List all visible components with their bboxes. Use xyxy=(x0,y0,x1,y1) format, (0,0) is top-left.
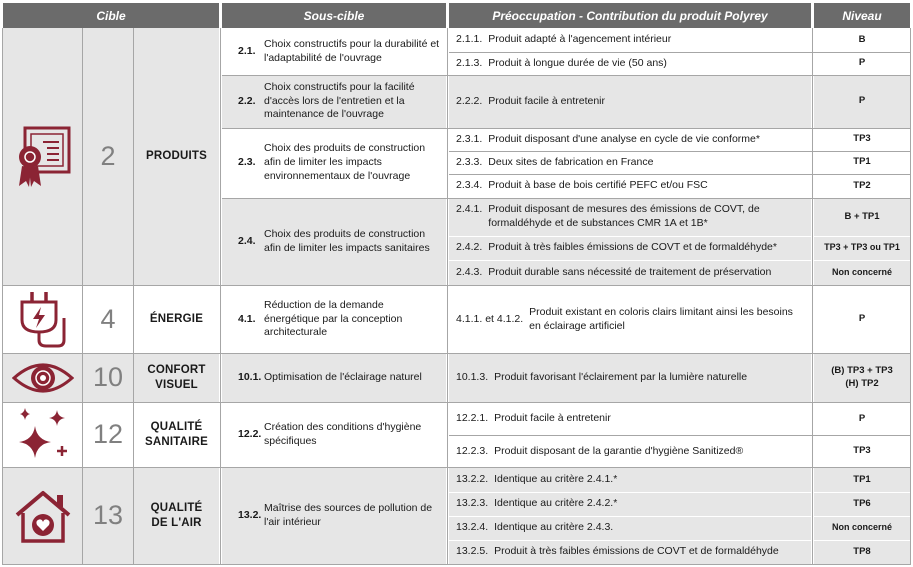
preoccupation-13-2-3: 13.2.3. Identique au critère 2.4.2.* xyxy=(449,492,811,516)
divider xyxy=(3,402,910,403)
divider xyxy=(3,467,910,468)
preoccupation-13-2-5: 13.2.5. Produit à très faibles émissions de COVT et de formaldéhyde xyxy=(449,540,811,564)
divider xyxy=(3,285,910,286)
niveau-2-1-3: P xyxy=(814,52,910,75)
divider xyxy=(3,353,910,354)
preoccupation-12-2-3: 12.2.3. Produit disposant de la garantie d'hygiène Sanitized® xyxy=(449,436,811,467)
divider xyxy=(449,151,910,152)
preoccupation-2-3-3: 2.3.3. Deux sites de fabrication en France xyxy=(449,151,811,174)
sparkle-hygiene-icon xyxy=(15,406,71,464)
niveau-13-2-4: Non concerné xyxy=(814,516,910,540)
divider xyxy=(2,28,3,565)
group-produits-label: PRODUITS xyxy=(134,28,219,285)
divider xyxy=(449,435,910,436)
divider xyxy=(447,28,448,565)
preoccupation-2-1-1: 2.1.1. Produit adapté à l'agencement intérieur xyxy=(449,28,811,52)
eye-icon xyxy=(12,360,74,396)
divider xyxy=(222,198,910,199)
divider xyxy=(910,28,911,565)
preoccupation-2-3-4: 2.3.4. Produit à base de bois certifié PEFC et/ou FSC xyxy=(449,174,811,198)
divider xyxy=(82,28,83,565)
preoccupation-4-1-1: 4.1.1. et 4.1.2. Produit existant en coloris clairs limitant ainsi les besoins en éclairage artificiel xyxy=(449,286,811,353)
niveau-4-1-1: P xyxy=(814,286,910,353)
divider xyxy=(449,52,910,53)
divider xyxy=(449,540,910,541)
niveau-10-1-3: (B) TP3 + TP3 (H) TP2 xyxy=(814,354,910,402)
certificate-icon xyxy=(15,126,71,188)
energy-plug-icon xyxy=(16,290,70,350)
sous-cible-2-3: 2.3. Choix des produits de construction afin de limiter les impacts environnementaux de l'ouvrage xyxy=(222,128,446,198)
niveau-2-3-1: TP3 xyxy=(814,128,910,151)
preoccupation-2-2-2: 2.2.2. Produit facile à entretenir xyxy=(449,75,811,128)
niveau-2-4-1: B + TP1 xyxy=(814,198,910,236)
divider xyxy=(222,128,910,129)
preoccupation-2-4-2: 2.4.2. Produit à très faibles émissions de COVT et de formaldéhyde* xyxy=(449,236,811,260)
divider xyxy=(3,564,910,565)
sous-cible-13-2: 13.2. Maîtrise des sources de pollution de l'air intérieur xyxy=(222,468,446,564)
divider xyxy=(449,492,910,493)
sous-cible-12-2: 12.2. Création des conditions d'hygiène spécifiques xyxy=(222,403,446,467)
sous-cible-2-4: 2.4. Choix des produits de construction afin de limiter les impacts sanitaires xyxy=(222,198,446,285)
group-qualite-air-label: QUALITÉ DE L'AIR xyxy=(134,468,219,564)
divider xyxy=(812,28,813,565)
preoccupation-2-3-1: 2.3.1. Produit disposant d'une analyse en cycle de vie conforme* xyxy=(449,128,811,151)
group-qualite-sanitaire-label: QUALITÉ SANITAIRE xyxy=(134,403,219,467)
niveau-2-4-2: TP3 + TP3 ou TP1 xyxy=(814,236,910,260)
niveau-13-2-2: TP1 xyxy=(814,468,910,492)
niveau-2-3-3: TP1 xyxy=(814,151,910,174)
preoccupation-10-1-3: 10.1.3. Produit favorisant l'éclairement par la lumière naturelle xyxy=(449,354,811,402)
niveau-12-2-3: TP3 xyxy=(814,436,910,467)
header-cible: Cible xyxy=(3,3,219,28)
group-energie-number: 4 xyxy=(83,286,133,353)
sous-cible-2-1: 2.1. Choix constructifs pour la durabilité et l'adaptabilité de l'ouvrage xyxy=(222,28,446,75)
niveau-13-2-3: TP6 xyxy=(814,492,910,516)
sous-cible-10-1: 10.1. Optimisation de l'éclairage naturel xyxy=(222,354,446,402)
sous-cible-4-1: 4.1. Réduction de la demande énergétique par la conception architecturale xyxy=(222,286,446,353)
group-qualite-air-number: 13 xyxy=(83,468,133,564)
header-preoccupation: Préoccupation - Contribution du produit Polyrey xyxy=(449,3,811,28)
preoccupation-2-1-3: 2.1.3. Produit à longue durée de vie (50 ans) xyxy=(449,52,811,75)
divider xyxy=(133,28,134,565)
header-sous-cible: Sous-cible xyxy=(222,3,446,28)
niveau-2-2-2: P xyxy=(814,75,910,128)
house-heart-icon xyxy=(13,487,73,545)
preoccupation-13-2-2: 13.2.2. Identique au critère 2.4.1.* xyxy=(449,468,811,492)
preoccupation-13-2-4: 13.2.4. Identique au critère 2.4.3. xyxy=(449,516,811,540)
group-energie-label: ÉNERGIE xyxy=(134,286,219,353)
group-qualite-sanitaire-number: 12 xyxy=(83,403,133,467)
sous-cible-2-2: 2.2. Choix constructifs pour la facilité d'accès lors de l'entretien et la maintenance de l'ouvrage xyxy=(222,75,446,128)
divider xyxy=(449,236,910,237)
group-confort-visuel-icon-cell xyxy=(3,354,82,402)
group-energie-icon-cell xyxy=(3,286,82,353)
divider xyxy=(449,174,910,175)
group-qualite-air-icon-cell xyxy=(3,468,82,564)
divider xyxy=(220,28,221,565)
preoccupation-2-4-3: 2.4.3. Produit durable sans nécessité de traitement de préservation xyxy=(449,260,811,285)
header-niveau: Niveau xyxy=(814,3,910,28)
niveau-2-4-3: Non concerné xyxy=(814,260,910,285)
niveau-2-1-1: B xyxy=(814,28,910,52)
niveau-12-2-1: P xyxy=(814,403,910,435)
group-confort-visuel-label: CONFORT VISUEL xyxy=(134,354,219,402)
niveau-2-3-4: TP2 xyxy=(814,174,910,198)
group-produits-number: 2 xyxy=(83,28,133,285)
group-qualite-sanitaire-icon-cell xyxy=(3,403,82,467)
preoccupation-12-2-1: 12.2.1. Produit facile à entretenir xyxy=(449,403,811,435)
divider xyxy=(449,516,910,517)
niveau-13-2-5: TP8 xyxy=(814,540,910,564)
divider xyxy=(222,75,910,76)
group-produits-icon-cell xyxy=(3,28,82,285)
preoccupation-2-4-1: 2.4.1. Produit disposant de mesures des émissions de COVT, de formaldéhyde et de substances CMR 1A et 1B* xyxy=(449,198,811,236)
divider xyxy=(449,260,910,261)
group-confort-visuel-number: 10 xyxy=(83,354,133,402)
